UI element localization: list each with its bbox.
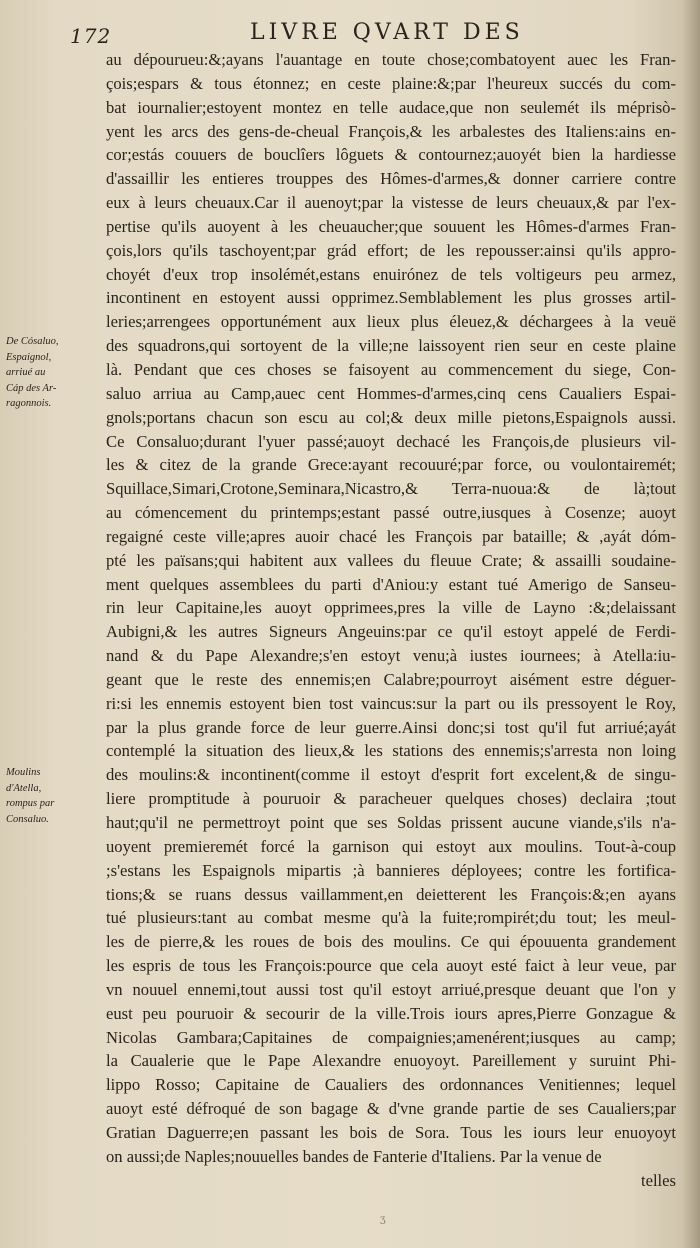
text-line: eust peu pouruoir & secourir de la ville.Trois iours apres,Pierre Gonzague &	[106, 1003, 676, 1023]
text-line: tions;& se ruans dessus vaillamment,en deietterent les François:&;en ayans	[106, 884, 676, 904]
body-text	[106, 48, 676, 1193]
text-line: liere promptitude à pouruoir & paracheuer quelques choses) declaira ;tout	[106, 789, 676, 809]
text-line: les de pierre,& les roues de bois des moulins. Ce qui épouuenta grandement	[106, 932, 676, 952]
text-line: au cómencement du printemps;estant passé outre,iusques à Cosenze; auoyt	[106, 503, 676, 523]
text-line: çois;espars & tous étonnez; en ceste plaine:&;par l'heureux succés du com-	[106, 73, 676, 93]
text-line: gnols;portans chacun son escu au col;& deux mille pietons,Espaignols aussi.	[106, 407, 676, 427]
margin-note-line: ragonnois.	[6, 398, 52, 409]
text-line: bat iournalier;estoyent montez en telle audace,que non seulemét ils méprisò-	[106, 97, 676, 117]
page-number: 172	[70, 24, 112, 48]
margin-note-consalvo-arrival	[6, 334, 102, 412]
margin-note-line: Cáp des Ar-	[6, 382, 57, 394]
text-line: eux à leurs cheuaux.Car il auenoyt;par la vistesse de leurs cheuaux,& par l'ex-	[106, 193, 676, 213]
text-line: ;s'estans les Espaignols mipartis ;à bannieres déployees; contre les fortifica-	[106, 860, 676, 880]
text-line: yent les arcs des gens-de-cheual François,& les arbalestes des Italiens:ains en-	[106, 121, 676, 141]
margin-note-line: Moulins	[6, 767, 41, 778]
text-line: saluo arriua au Camp,auec cent Hommes-d'armes,cinq cens Caualiers Espai-	[106, 383, 676, 403]
text-line: tué plusieurs:tant au combat mesme qu'à la fuite;rompirét;du tout; les meul-	[106, 908, 676, 928]
text-line: lippo Rosso; Capitaine de Caualiers des ordonnances Venitiennes; lequel	[106, 1075, 676, 1095]
margin-note-line: Espaignol,	[6, 351, 52, 363]
margin-note-line: rompus par	[6, 798, 55, 809]
text-line: les & citez de la grande Grece:ayant recouuré;par force, ou voulontairemét;	[106, 455, 676, 475]
text-line: cor;estás couuers de bouclîers lôguets & contournez;auoyét bien la hardiesse	[106, 145, 676, 165]
text-line: par la plus grande force de leur guerre.Ainsi donc;si tost qu'il fut arriué;ayát	[106, 717, 676, 737]
text-line: des squadrons,qui sortoyent de la ville;ne laissoyent rien seur en ceste plaine	[106, 336, 676, 356]
text-line: vn nouuel ennemi,tout aussi tost qu'il estoyt arriué,presque deuant que l'on y	[106, 979, 676, 999]
text-line: les espris de tous les François:pource que cela auoyt esté faict à leur veue, par	[106, 956, 676, 976]
text-line: contemplé la situation des lieux,& les stations des ennemis;s'arresta non loing	[106, 741, 676, 761]
margin-note-atella-mills	[6, 765, 102, 827]
text-line: ri:si les ennemis estoyent bien tost vaincus:sur la part ou ils pressoyent le Roy,	[106, 693, 676, 713]
text-line: au dépourueu:&;ayans l'auantage en toute chose;combatoyent auec les Fran-	[106, 50, 676, 69]
text-line: Nicolas Gambara;Capitaines de compaignies;amenérent;iusques au camp;	[106, 1027, 676, 1047]
text-line: incontinent en estoyent aussi opprimez.Semblablement les plus grosses artil-	[106, 288, 676, 308]
text-line: des moulins:& incontinent(comme il estoyt d'esprit fort excelent,& de singu-	[106, 765, 676, 785]
text-line: çois,lors qu'ils taschoyent;par grád effort; de les repousser:ainsi qu'ils appro-	[106, 240, 676, 260]
page-gutter-shadow	[682, 0, 700, 1248]
text-line: pertise qu'ils auoyent à les cheuaucher;que souuent les Hômes-d'armes Fran-	[106, 216, 676, 236]
margin-note-line: De Cósaluo,	[6, 336, 59, 347]
signature-mark: ʒ	[380, 1214, 386, 1225]
text-line: choyét d'eux trop insolémét,estans enuirónez de tels voltigeurs peu armez,	[106, 264, 676, 284]
text-line: nand & du Pape Alexandre;s'en estoyt venu;à iustes iournees; à Atella:iu-	[106, 646, 676, 666]
margin-note-line: arriué au	[6, 367, 46, 378]
text-line: Aubigni,& les autres Signeurs Angeuins:par ce qu'il estoyt appelé de Ferdi-	[106, 622, 676, 642]
text-line: la Caualerie que le Pape Alexandre enuoyoyt. Pareillement y suruint Phi-	[106, 1051, 676, 1071]
margin-note-line: d'Atella,	[6, 782, 42, 794]
text-line: haut;qu'il ne permettroyt point que ses Soldas prissent aucune viande,s'ils n'a-	[106, 813, 676, 832]
text-line: d'assaillir les entieres trouppes des Hômes-d'armes,& donner carriere contre	[106, 169, 676, 189]
text-line: Ce Consaluo;durant l'yuer passé;auoyt dechacé les François,de plusieurs vil-	[106, 431, 676, 451]
text-line: regaigné ceste ville;apres auoir chacé les François par bataille; & ,ayát dóm-	[106, 526, 676, 546]
text-line: ment quelques assemblees du parti d'Aniou:y estant tué Amerigo de Sanseu-	[106, 574, 676, 594]
text-line: pté les païsans;qui habitent aux vallees du fleuue Crate; & assailli soudaine-	[106, 550, 676, 570]
text-line: auoyt esté défroqué de son bagage & d'vne grande partie de ses Caualiers;par	[106, 1099, 676, 1119]
text-line: Squillace,Simari,Crotone,Seminara,Nicastro,& Terra-nuoua:& de là;tout	[106, 479, 676, 499]
text-line: Gratian Daguerre;en passant les bois de Sora. Tous les iours leur enuoyoyt	[106, 1122, 676, 1142]
catchword: telles	[640, 1170, 676, 1190]
text-line: geant que le reste des ennemis;en Calabre;pourroyt aisément estre déguer-	[106, 669, 676, 689]
text-line: là. Pendant que ces choses se faisoyent au commencement du siege, Con-	[106, 359, 676, 379]
text-line: leries;arrengees opportunément aux lieux plus éleuez,& déchargees à la veuë	[106, 312, 676, 332]
text-line: rin leur Capitaine,les auoyt opprimees,pres la ville de Layno :&;delaissant	[106, 598, 676, 618]
margin-note-line: Consaluo.	[6, 813, 49, 825]
running-title: LIVRE QVART DES	[250, 20, 524, 45]
text-line: uoyent premieremét forcé la garnison qui estoyt aux moulins. Tout-à-coup	[106, 836, 676, 856]
text-line: on aussi;de Naples;nouuelles bandes de Fanterie d'Italiens. Par la venue de	[106, 1146, 602, 1166]
